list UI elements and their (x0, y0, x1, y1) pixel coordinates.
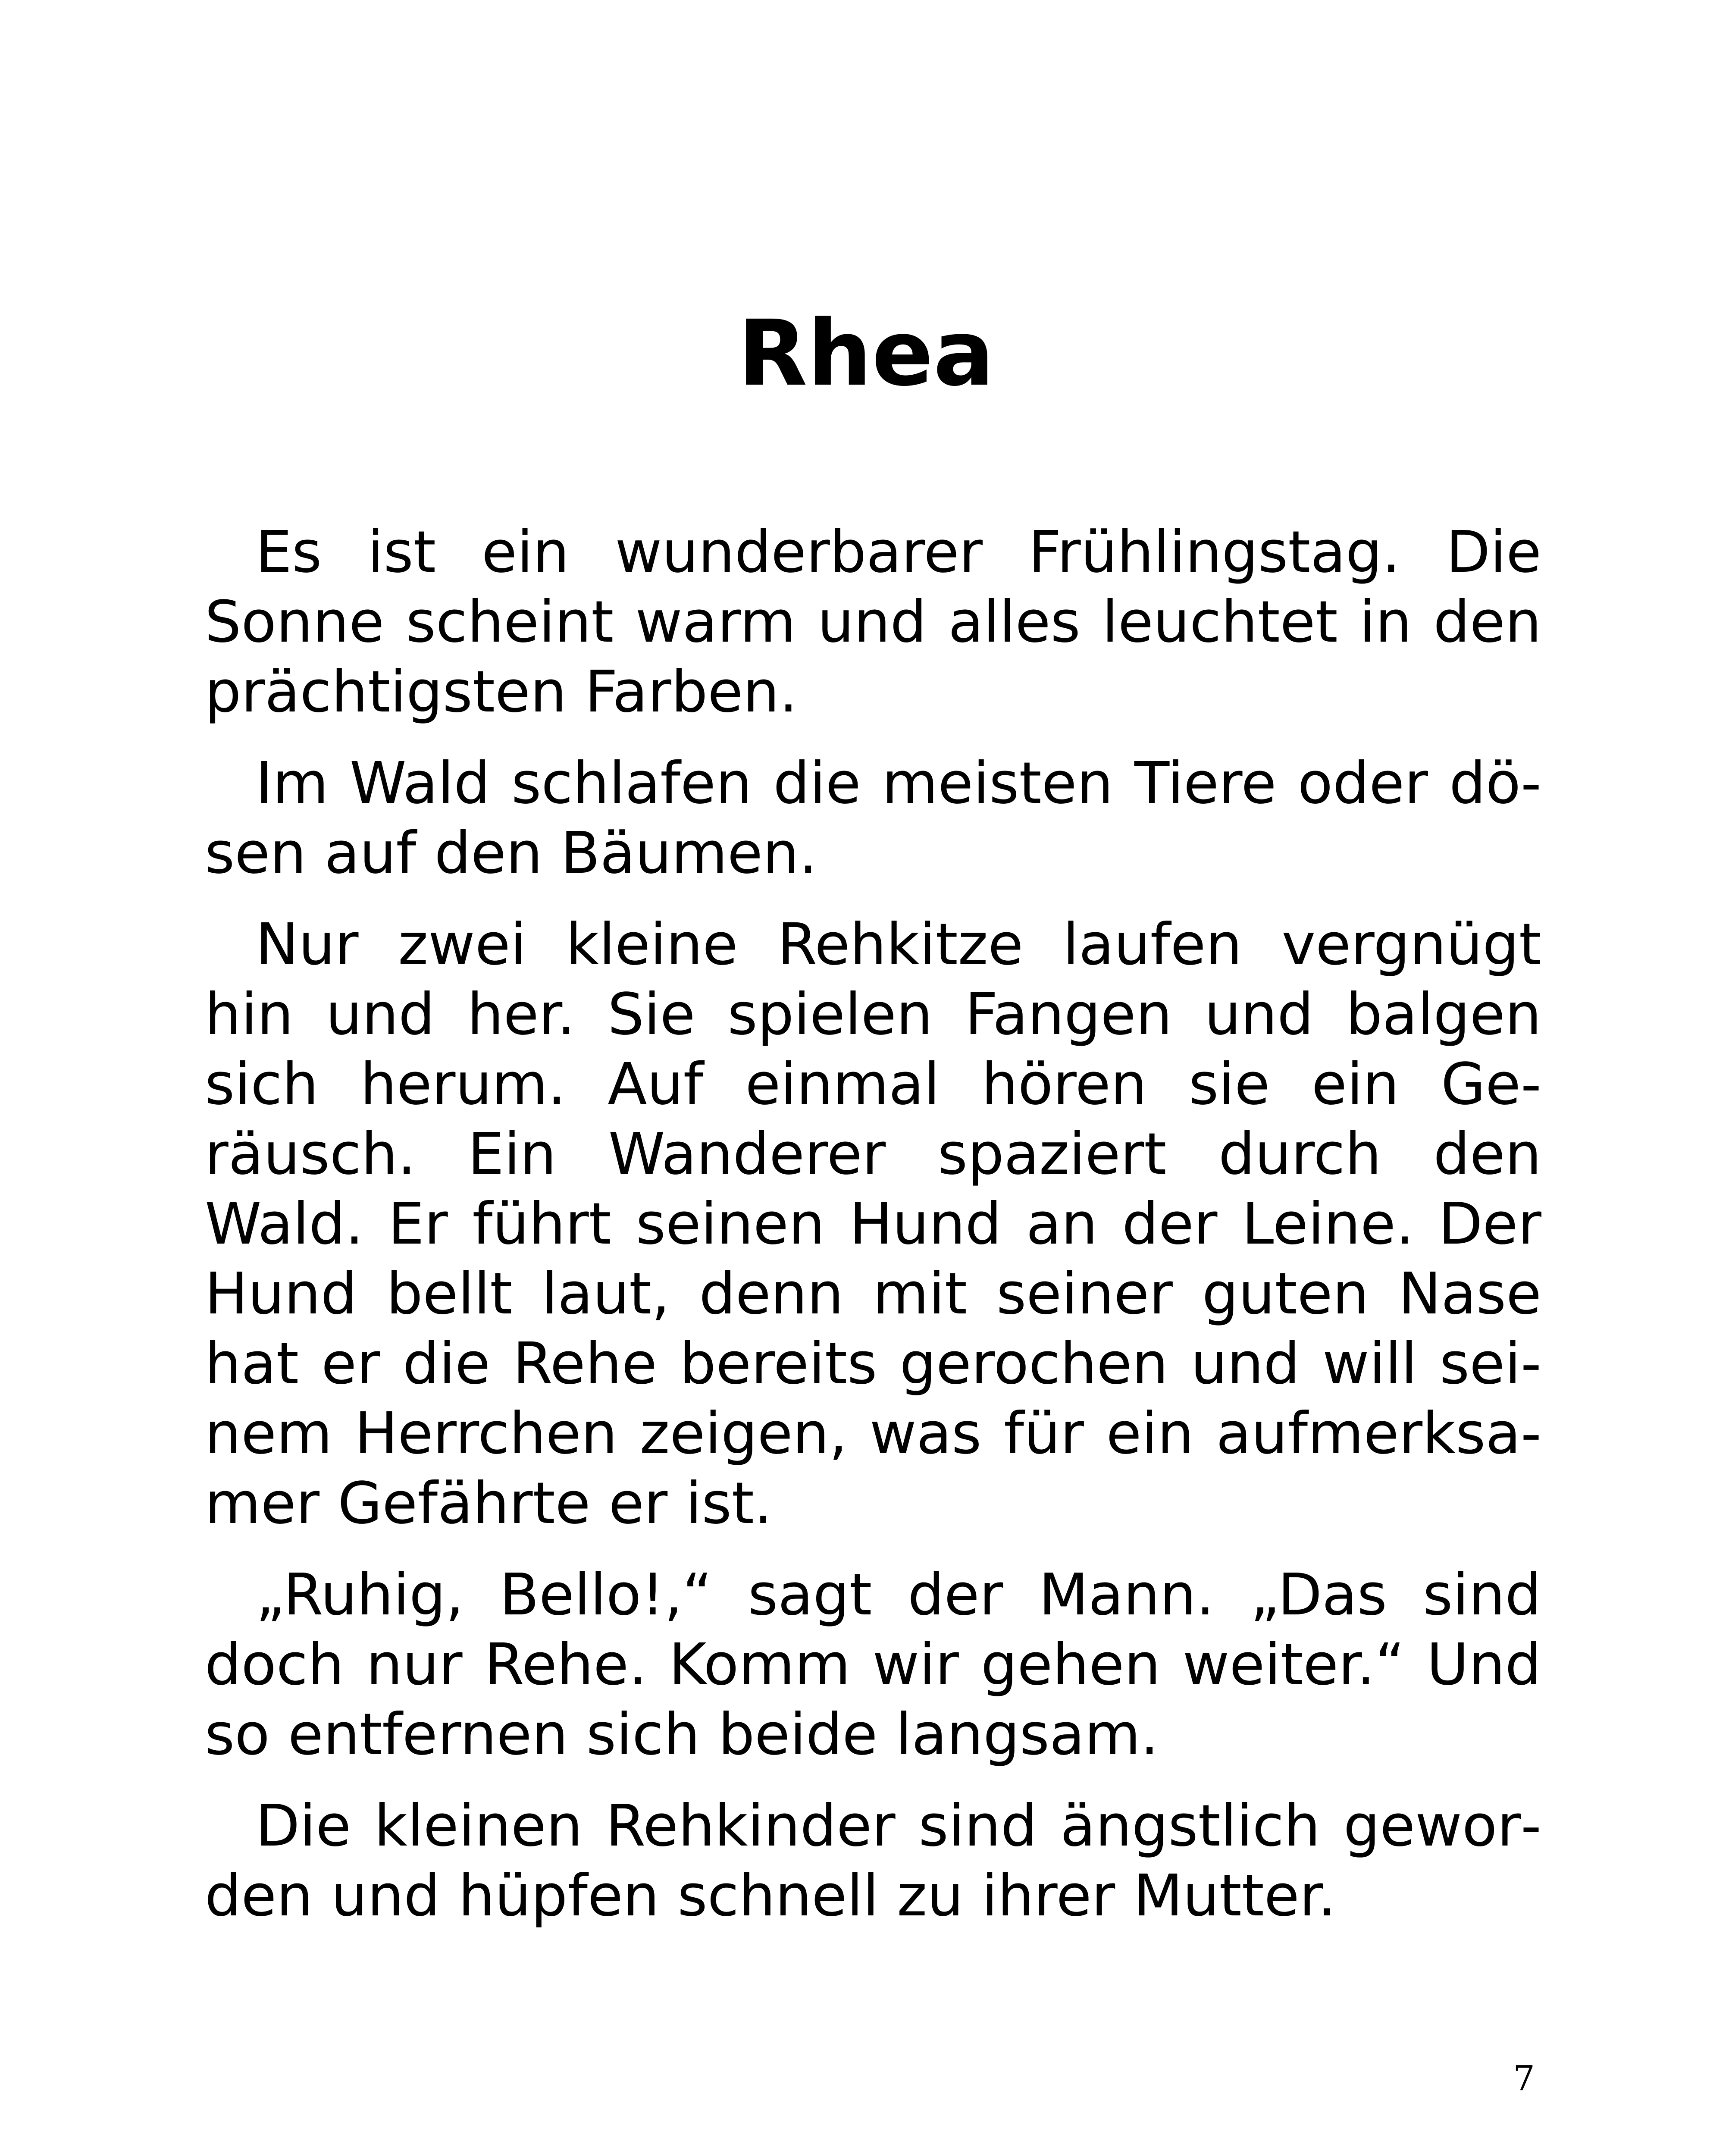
chapter-body (205, 517, 1541, 1952)
paragraph-2: Im Wald schlafen die meisten Tiere oder dösen auf den Bäumen. (205, 750, 1541, 887)
page-number: 7 (1513, 2058, 1535, 2098)
paragraph-3: Nur zwei kleine Rehkitze laufen vergnügt hin und her. Sie spielen Fangen und balgen sich herum. Auf einmal hören sie ein Geräusch. Ein Wanderer spaziert durch den Wald. Er führt seinen Hund an der Leine. Der Hund bellt laut, denn mit seiner guten Nase hat er die Rehe bereits gerochen und will seinem Herrchen zeigen, was für ein aufmerksamer Gefährte er ist. (205, 912, 1541, 1537)
paragraph-1: Es ist ein wunderbarer Frühlingstag. Die Sonne scheint warm und alles leuchtet in den prächtigsten Farben. (205, 519, 1541, 725)
chapter-title: Rhea (737, 301, 995, 406)
paragraph-4: „Ruhig, Bello!,“ sagt der Mann. „Das sind doch nur Rehe. Komm wir gehen weiter.“ Und so entfernen sich beide langsam. (205, 1562, 1541, 1768)
paragraph-5: Die kleinen Rehkinder sind ängstlich geworden und hüpfen schnell zu ihrer Mutter. (205, 1793, 1541, 1929)
